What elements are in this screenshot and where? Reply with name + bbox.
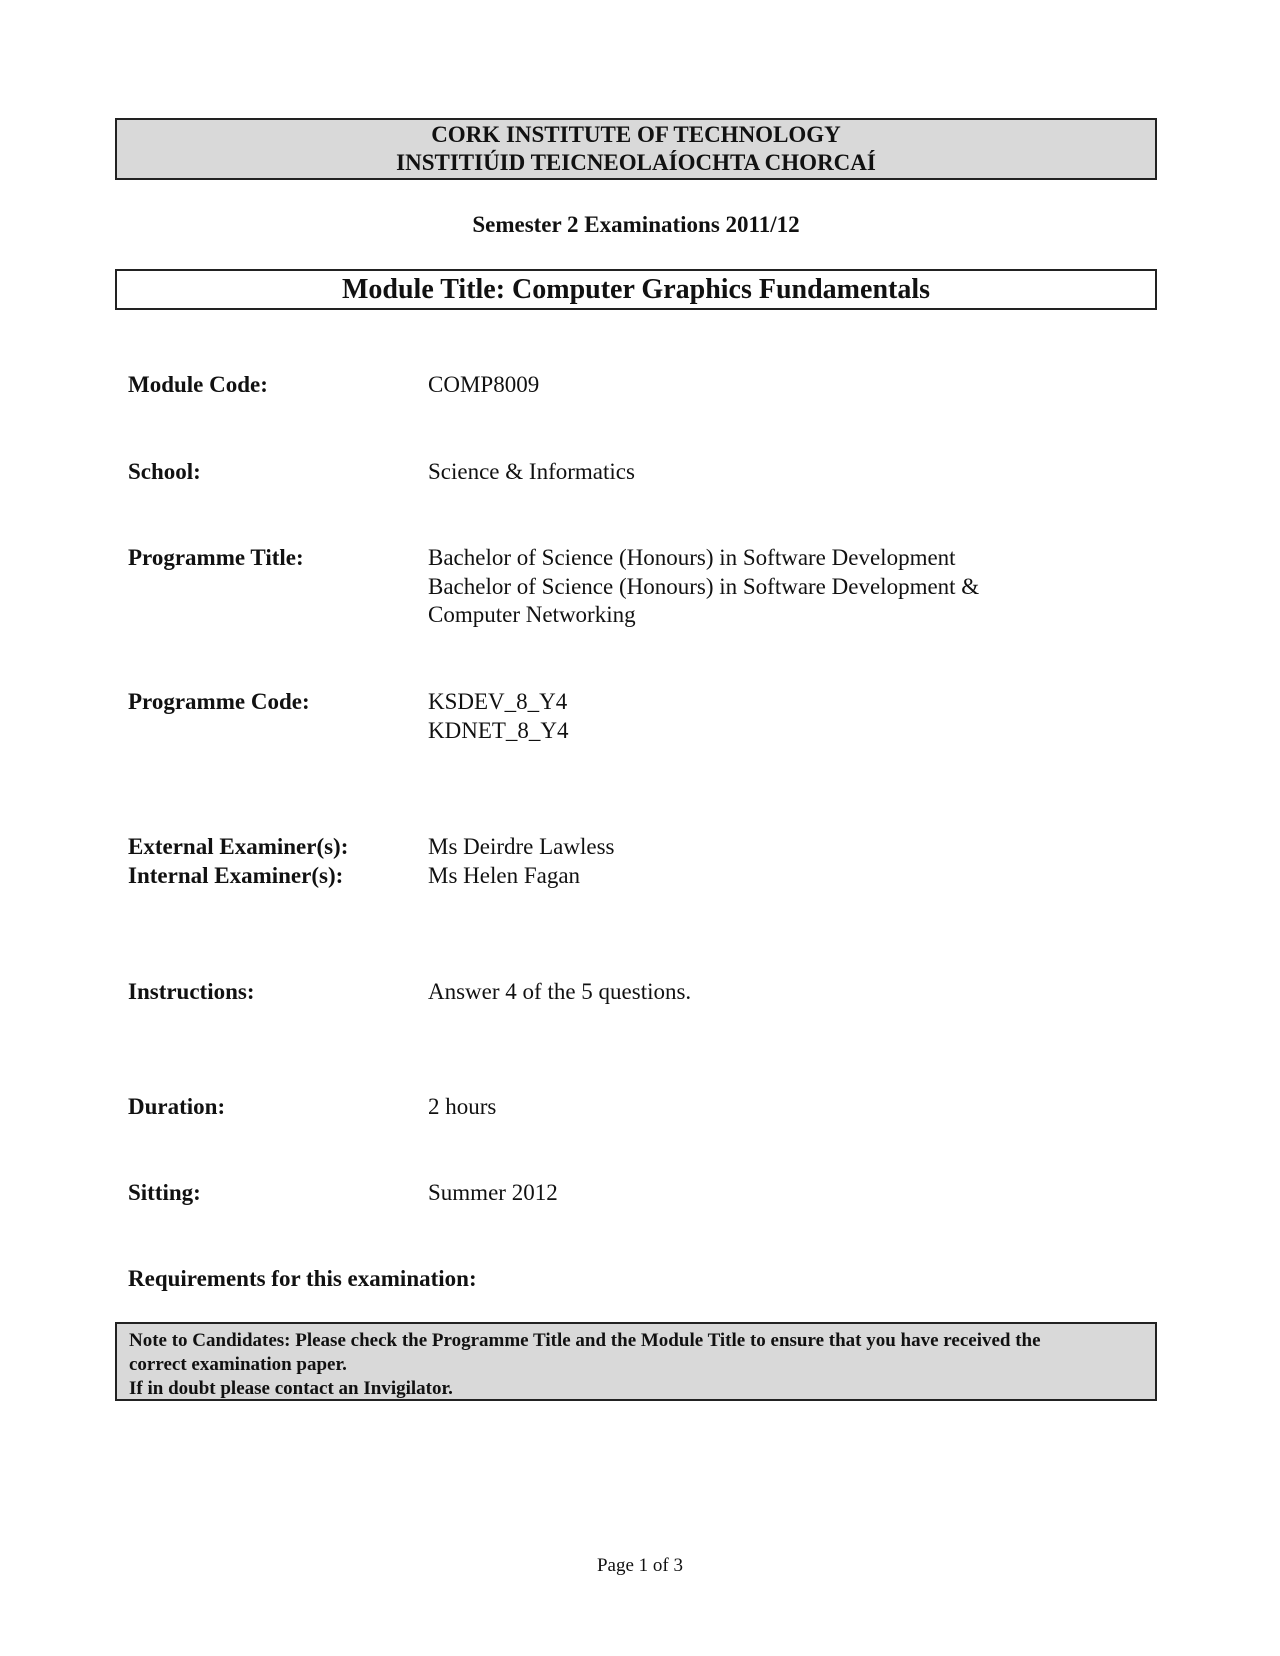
- programme-code-line: KSDEV_8_Y4: [428, 689, 568, 714]
- external-examiner-value: Ms Deirdre Lawless: [428, 834, 615, 859]
- programme-title-line: Bachelor of Science (Honours) in Software Development &: [428, 573, 980, 599]
- module-code-label: Module Code:: [128, 372, 268, 397]
- requirements-heading: Requirements for this examination:: [128, 1266, 477, 1291]
- programme-code-line: KDNET_8_Y4: [428, 717, 569, 743]
- school-value: Science & Informatics: [428, 459, 635, 484]
- note-line: Note to Candidates: Please check the Programme Title and the Module Title to ensure that you have received the: [129, 1330, 1041, 1351]
- internal-examiner-value: Ms Helen Fagan: [428, 863, 581, 888]
- module-code-value: COMP8009: [428, 372, 540, 397]
- programme-title-line: Bachelor of Science (Honours) in Software Development: [428, 545, 956, 570]
- programme-code-label: Programme Code:: [128, 689, 310, 714]
- instructions-label: Instructions:: [128, 979, 255, 1004]
- internal-examiner-label: Internal Examiner(s):: [128, 863, 344, 888]
- institution-header: [115, 118, 1157, 180]
- institution-name-english: CORK INSTITUTE OF TECHNOLOGY: [431, 122, 841, 147]
- module-title-text: Module Title: Computer Graphics Fundamentals: [341, 273, 931, 305]
- note-line: If in doubt please contact an Invigilator.: [129, 1378, 453, 1399]
- school-label: School:: [128, 459, 201, 484]
- page-number: Page 1 of 3: [596, 1555, 683, 1576]
- note-to-candidates: [115, 1322, 1157, 1401]
- programme-code-value: [428, 688, 569, 745]
- programme-title-line: Computer Networking: [428, 602, 636, 627]
- note-line: correct examination paper.: [129, 1354, 347, 1375]
- duration-label: Duration:: [128, 1094, 226, 1119]
- duration-value: 2 hours: [428, 1094, 497, 1119]
- external-examiner-label: External Examiner(s):: [128, 834, 349, 859]
- sitting-value: Summer 2012: [428, 1180, 558, 1205]
- semester-heading: Semester 2 Examinations 2011/12: [472, 212, 800, 237]
- module-title: [115, 269, 1157, 310]
- sitting-label: Sitting:: [128, 1180, 201, 1205]
- instructions-value: Answer 4 of the 5 questions.: [428, 979, 692, 1004]
- programme-title-label: Programme Title:: [128, 545, 304, 570]
- institution-name-irish: INSTITIÚID TEICNEOLAÍOCHTA CHORCAÍ: [396, 150, 876, 175]
- programme-title-value: [428, 544, 979, 630]
